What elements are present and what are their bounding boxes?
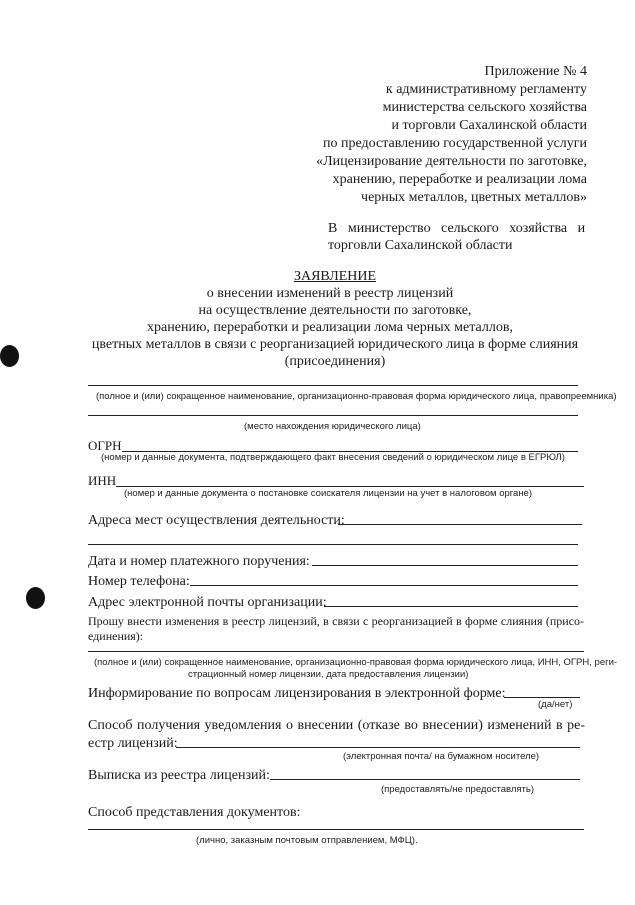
activity-address-field-line-2[interactable] [88,544,578,545]
ogrn-label: ОГРН [88,438,122,453]
email-label: Адрес электронной почты организации: [88,595,327,610]
reorg-caption: (полное и (или) сокращенное наименование, организационно-правовая форма юридического лица, ИНН, ОГРН, реги- [94,657,618,668]
extract-caption: (предоставлять/не предоставлять) [381,784,534,795]
location-field-line[interactable] [88,415,578,416]
notice-method-label: Способ получения уведомления о внесении (отказе во внесении) изменений в ре- [88,718,585,733]
activity-address-label: Адреса мест осуществления деятельности: [88,513,345,528]
submission-caption: (лично, заказным почтовым отправлением, МФЦ). [196,835,418,846]
heading-line: хранению, переработки и реализации лома черных металлов, [147,320,513,335]
notice-caption: (электронная почта/ на бумажном носителе) [343,751,540,762]
appendix-line: и торговли Сахалинской области [391,118,587,133]
statement-title: ЗАЯВЛЕНИЕ [293,269,377,284]
appendix-line: хранению, переработке и реализации лома [332,172,587,187]
submission-field-line[interactable] [88,829,584,830]
appendix-line: «Лицензирование деятельности по заготовке, [316,154,587,169]
informing-field-line[interactable] [504,697,580,698]
extract-label: Выписка из реестра лицензий: [88,768,270,783]
phone-field-line[interactable] [190,585,578,586]
heading-line: на осуществление деятельности по заготовке, [198,303,472,318]
notice-method-label-cont: естр лицензий: [88,736,178,751]
activity-address-field-line[interactable] [338,524,582,525]
request-text: Прошу внести изменения в реестр лицензий, в связи с реорганизацией в форме слияния (присо- [88,614,584,628]
appendix-line: черных металлов, цветных металлов» [361,190,587,205]
heading-line: (присоединения) [284,354,386,369]
request-text-cont: единения): [88,629,144,643]
appendix-line: к административному регламенту [385,82,587,97]
inn-caption: (номер и данные документа о постановке соискателя лицензии на учет в налоговом органе) [124,488,533,499]
addressee-line: торговли Сахалинской области [328,238,513,253]
informing-label: Информирование по вопросам лицензирования в электронной форме: [88,686,506,701]
notice-method-field-line[interactable] [176,747,580,748]
location-caption: (место нахождения юридического лица) [244,421,421,432]
heading-line: о внесении изменений в реестр лицензий [206,286,454,301]
reorg-caption-cont: страционный номер лицензии, дата предоставления лицензии) [188,669,469,680]
appendix-line: министерства сельского хозяйства [382,100,587,115]
submission-label: Способ представления документов: [88,805,301,820]
appendix-line: Приложение № 4 [484,64,587,79]
addressee-line: В министерство сельского хозяйства и [328,221,586,236]
ogrn-caption: (номер и данные документа, подтверждающего факт внесения сведений о юридическом лице в ЕГРЮЛ) [101,452,565,463]
yes-no-caption: (да/нет) [538,699,573,710]
inn-label: ИНН [88,473,117,488]
payment-label: Дата и номер платежного поручения: [88,554,310,569]
payment-field-line[interactable] [312,565,578,566]
heading-line: цветных металлов в связи с реорганизацией юридического лица в форме слияния [91,337,579,352]
phone-label: Номер телефона: [88,574,190,589]
name-caption: (полное и (или) сокращенное наименование, организационно-правовая форма юридического лица, правопреемника) [96,391,617,402]
reorg-field-line[interactable] [88,651,584,652]
appendix-line: по предоставлению государственной услуги [323,136,587,151]
extract-field-line[interactable] [270,779,580,780]
punch-hole-bottom [26,587,45,609]
email-field-line[interactable] [324,606,578,607]
name-field-line[interactable] [88,385,578,386]
inn-field-line[interactable] [116,486,584,487]
